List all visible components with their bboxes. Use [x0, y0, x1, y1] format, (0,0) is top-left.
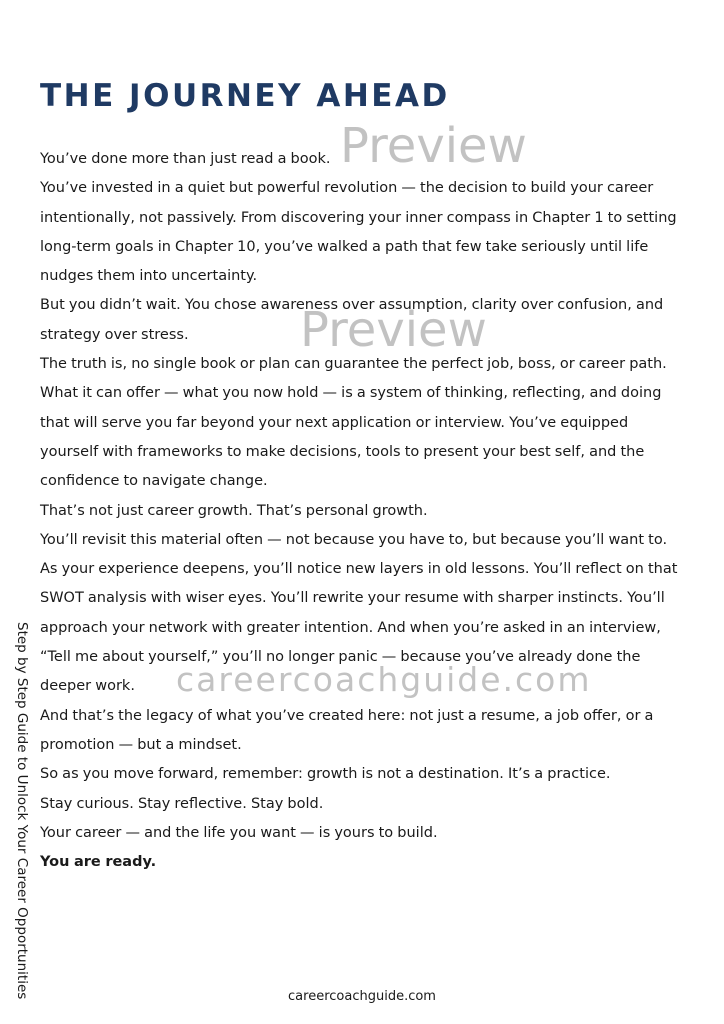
paragraph: You’ll revisit this material often — not because you have to, but because you’ll want to. As your experience deepens, you’ll notice new layers in old lessons. You’ll reflect on that SWOT analysis with wiser eyes. You’ll rewrite your resume with sharper instincts. You’ll approach your network with greater intention. And when you’re asked in an interview, “Tell me about yourself,” you’ll no longer panic — because you’ve already done the deeper work. — [40, 531, 678, 695]
paragraph: The truth is, no single book or plan can guarantee the perfect job, boss, or career path. What it can offer — what you now hold — is a system of thinking, reflecting, and doing that will serve you far beyond your next application or interview. You’ve equipped yourself with frameworks to make decisions, tools to present your best self, and the confidence to navigate change. — [40, 356, 667, 490]
paragraph: But you didn’t wait. You chose awareness over assumption, clarity over confusion, and strategy over stress. — [40, 297, 664, 343]
preview-watermark: Preview — [340, 118, 527, 174]
paragraph: Stay curious. Stay reflective. Stay bold. — [40, 795, 324, 812]
site-watermark: careercoachguide.com — [176, 660, 592, 699]
paragraph: You’ve invested in a quiet but powerful revolution — the decision to build your career intentionally, not passively. From discovering your inner compass in Chapter 1 to setting long-term goals in Chapter 10, you’ve walked a path that few take seriously until life nudges them into uncertainty. — [40, 180, 677, 285]
paragraph: That’s not just career growth. That’s personal growth. — [40, 502, 428, 519]
paragraph: Your career — and the life you want — is yours to build. — [40, 824, 438, 841]
preview-watermark: Preview — [300, 302, 487, 358]
paragraph: And that’s the legacy of what you’ve created here: not just a resume, a job offer, or a promotion — but a mindset. — [40, 707, 654, 753]
paragraph: You’ve done more than just read a book. — [40, 151, 331, 167]
closing-statement: You are ready. — [40, 854, 157, 871]
page-title: THE JOURNEY AHEAD — [40, 78, 450, 114]
paragraph: So as you move forward, remember: growth is not a destination. It’s a practice. — [40, 766, 611, 783]
footer-site: careercoachguide.com — [288, 989, 436, 1004]
side-book-title: Step by Step Guide to Unlock Your Career Opportunities — [14, 622, 30, 1000]
body-text — [40, 145, 680, 877]
